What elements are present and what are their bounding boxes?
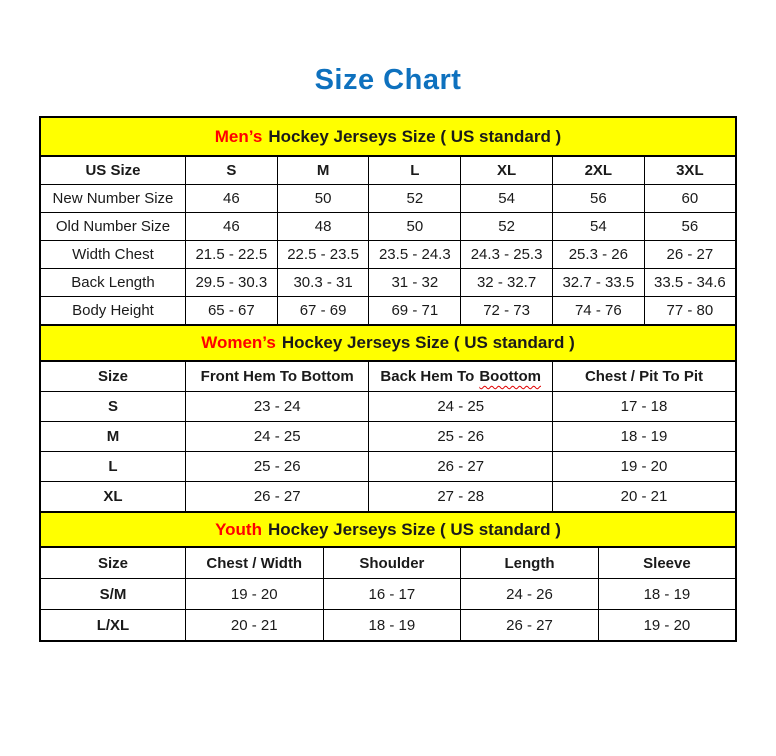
size-value-cell: 21.5 - 22.5 [185, 241, 277, 269]
size-value-cell: 46 [185, 185, 277, 213]
youth-section-header-row [40, 512, 736, 547]
table-row [40, 392, 736, 422]
womens-column-header-row [40, 361, 736, 392]
table-row [40, 482, 736, 513]
table-row [40, 185, 736, 213]
size-value-cell: 50 [277, 185, 369, 213]
size-value-cell: 18 - 19 [323, 610, 461, 642]
table-row [40, 452, 736, 482]
size-value-cell: 56 [552, 185, 644, 213]
youth-section-header [40, 512, 736, 547]
row-label-cell: New Number Size [40, 185, 185, 213]
misspelled-word-squiggle: Boottom [479, 368, 541, 385]
size-value-cell: 54 [552, 213, 644, 241]
size-value-cell: 32.7 - 33.5 [552, 269, 644, 297]
size-value-cell: 25 - 26 [185, 452, 369, 482]
size-value-cell: 20 - 21 [185, 610, 323, 642]
size-value-cell: 27 - 28 [369, 482, 553, 513]
size-value-cell: 25 - 26 [369, 422, 553, 452]
size-value-cell: 30.3 - 31 [277, 269, 369, 297]
page-title: Size Chart [314, 64, 462, 96]
size-value-cell: 17 - 18 [552, 392, 736, 422]
size-value-cell: 24 - 25 [185, 422, 369, 452]
column-header-cell: S [185, 156, 277, 185]
size-value-cell: 23.5 - 24.3 [369, 241, 461, 269]
size-value-cell: 19 - 20 [185, 579, 323, 610]
youth-section [40, 512, 736, 641]
size-value-cell: 32 - 32.7 [461, 269, 553, 297]
size-value-cell: 52 [369, 185, 461, 213]
column-header-cell: Front Hem To Bottom [185, 361, 369, 392]
size-value-cell: 26 - 27 [644, 241, 736, 269]
column-header-cell: Chest / Pit To Pit [552, 361, 736, 392]
column-header-cell: M [277, 156, 369, 185]
size-value-cell: 67 - 69 [277, 297, 369, 326]
womens-section-header [40, 325, 736, 361]
row-label-cell: L [40, 452, 185, 482]
size-value-cell: 26 - 27 [185, 482, 369, 513]
size-value-cell: 46 [185, 213, 277, 241]
table-row [40, 579, 736, 610]
row-label-cell: Back Length [40, 269, 185, 297]
table-row [40, 297, 736, 326]
size-value-cell: 26 - 27 [369, 452, 553, 482]
mens-section [40, 117, 736, 325]
size-value-cell: 74 - 76 [552, 297, 644, 326]
size-value-cell: 77 - 80 [644, 297, 736, 326]
size-chart-table [39, 116, 737, 642]
column-header-cell: Shoulder [323, 547, 461, 579]
table-row [40, 422, 736, 452]
column-header-cell: Chest / Width [185, 547, 323, 579]
womens-section-header-row [40, 325, 736, 361]
size-value-cell: 69 - 71 [369, 297, 461, 326]
womens-heading-rest: Hockey Jerseys Size ( US standard ) [281, 333, 575, 352]
size-value-cell: 24.3 - 25.3 [461, 241, 553, 269]
row-label-cell: S [40, 392, 185, 422]
column-header-cell: Length [461, 547, 599, 579]
column-header-cell [369, 361, 553, 392]
size-value-cell: 56 [644, 213, 736, 241]
column-header-cell: 3XL [644, 156, 736, 185]
size-value-cell: 23 - 24 [185, 392, 369, 422]
size-value-cell: 65 - 67 [185, 297, 277, 326]
column-header-cell: Size [40, 547, 185, 579]
size-value-cell: 19 - 20 [552, 452, 736, 482]
mens-section-header-row [40, 117, 736, 156]
table-row [40, 241, 736, 269]
column-header-cell: Sleeve [598, 547, 736, 579]
size-value-cell: 72 - 73 [461, 297, 553, 326]
table-row [40, 213, 736, 241]
mens-section-header [40, 117, 736, 156]
womens-section [40, 325, 736, 512]
size-value-cell: 54 [461, 185, 553, 213]
column-header-cell: 2XL [552, 156, 644, 185]
mens-heading-highlight: Men’s [214, 126, 263, 146]
size-value-cell: 24 - 26 [461, 579, 599, 610]
youth-heading-rest: Hockey Jerseys Size ( US standard ) [267, 519, 561, 539]
row-label-cell: Old Number Size [40, 213, 185, 241]
table-row [40, 269, 736, 297]
column-header-cell: L [369, 156, 461, 185]
size-value-cell: 52 [461, 213, 553, 241]
size-value-cell: 31 - 32 [369, 269, 461, 297]
mens-heading-rest: Hockey Jerseys Size ( US standard ) [268, 126, 562, 146]
youth-heading-highlight: Youth [215, 519, 262, 539]
row-label-cell: M [40, 422, 185, 452]
back-hem-label: Back Hem To [380, 368, 475, 385]
size-value-cell: 22.5 - 23.5 [277, 241, 369, 269]
size-value-cell: 29.5 - 30.3 [185, 269, 277, 297]
column-header-cell: Size [40, 361, 185, 392]
size-value-cell: 16 - 17 [323, 579, 461, 610]
size-value-cell: 33.5 - 34.6 [644, 269, 736, 297]
table-row [40, 610, 736, 642]
row-label-cell: S/M [40, 579, 185, 610]
row-label-cell: Body Height [40, 297, 185, 326]
size-value-cell: 18 - 19 [598, 579, 736, 610]
column-header-cell: XL [461, 156, 553, 185]
row-label-cell: L/XL [40, 610, 185, 642]
size-value-cell: 24 - 25 [369, 392, 553, 422]
womens-heading-highlight: Women’s [201, 333, 276, 352]
size-value-cell: 19 - 20 [598, 610, 736, 642]
size-value-cell: 25.3 - 26 [552, 241, 644, 269]
size-value-cell: 18 - 19 [552, 422, 736, 452]
youth-column-header-row [40, 547, 736, 579]
size-value-cell: 50 [369, 213, 461, 241]
row-label-cell: Width Chest [40, 241, 185, 269]
size-value-cell: 60 [644, 185, 736, 213]
size-value-cell: 48 [277, 213, 369, 241]
row-label-cell: XL [40, 482, 185, 513]
size-value-cell: 26 - 27 [461, 610, 599, 642]
size-value-cell: 20 - 21 [552, 482, 736, 513]
mens-column-header-row [40, 156, 736, 185]
column-header-cell: US Size [40, 156, 185, 185]
